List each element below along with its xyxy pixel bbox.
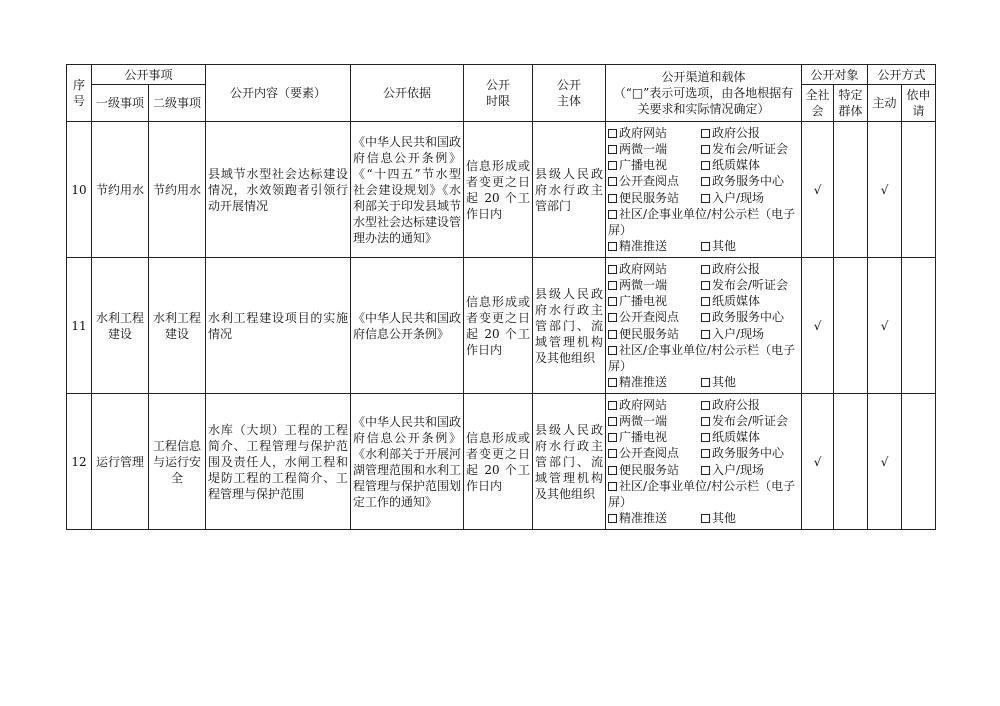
row-basis: 《中华人民共和国政府信息公开条例》《水利部关于开展河湖管理范围和水利工程管理与保护范围划定工作的通知》 <box>351 394 464 530</box>
checkbox-icon <box>608 194 617 203</box>
checkbox-icon <box>608 210 617 219</box>
checkbox-icon <box>608 433 617 442</box>
header-mode-request: 依申请 <box>902 85 936 122</box>
row-channels <box>606 394 802 530</box>
checkbox-icon <box>608 265 617 274</box>
channel-list <box>608 397 799 527</box>
header-level1: 一级事项 <box>92 85 149 122</box>
channel-list <box>608 125 799 255</box>
channel-option[interactable]: 政府公报 <box>701 397 799 413</box>
channel-option[interactable]: 社区/企事业单位/村公示栏（电子屏） <box>608 342 796 373</box>
checkbox-icon <box>608 281 617 290</box>
row-level2: 工程信息与运行安全 <box>149 394 206 530</box>
channel-option[interactable]: 社区/企事业单位/村公示栏（电子屏） <box>608 478 796 509</box>
channel-list <box>608 261 799 391</box>
checkbox-icon <box>608 129 617 138</box>
header-time-limit: 公开时限 <box>464 65 533 122</box>
row-time-limit: 信息形成或者变更之日起 20 个工作日内 <box>464 394 533 530</box>
header-content: 公开内容（要素） <box>206 65 351 122</box>
mode-active-check: √ <box>868 394 902 530</box>
row-channels <box>606 122 802 258</box>
mode-request-cell <box>902 122 936 258</box>
checkbox-icon <box>701 281 710 290</box>
checkbox-icon <box>701 161 710 170</box>
checkbox-icon <box>701 330 710 339</box>
checkbox-icon <box>701 265 710 274</box>
row-content: 县域节水型社会达标建设情况，水效领跑者引领行动开展情况 <box>206 122 351 258</box>
checkbox-icon <box>701 242 710 251</box>
row-level1: 节约用水 <box>92 122 149 258</box>
checkbox-icon <box>608 313 617 322</box>
row-basis: 《中华人民共和国政府信息公开条例》《“十四五”节水型社会建设规划》《水利部关于印发县域节水型社会达标建设管理办法的通知》 <box>351 122 464 258</box>
checkbox-icon <box>701 194 710 203</box>
channel-option[interactable]: 其他 <box>701 238 799 254</box>
checkbox-icon <box>608 145 617 154</box>
checkbox-icon <box>608 449 617 458</box>
header-channel-title: 公开渠道和载体 <box>661 70 746 84</box>
channel-option[interactable]: 政府公报 <box>701 261 799 277</box>
mode-active-check: √ <box>868 258 902 394</box>
channel-option[interactable]: 精准推送 <box>608 510 701 526</box>
channel-option[interactable]: 其他 <box>701 374 799 390</box>
channel-option[interactable]: 两微一端 <box>608 413 701 429</box>
channel-option[interactable]: 社区/企事业单位/村公示栏（电子屏） <box>608 206 796 237</box>
row-subject: 县级人民政府水行政主管部门、流域管理机构及其他组织 <box>533 394 606 530</box>
table-row <box>67 258 936 394</box>
channel-option[interactable]: 纸质媒体 <box>701 293 799 309</box>
channel-option[interactable]: 公开查阅点 <box>608 309 701 325</box>
channel-option[interactable]: 政府公报 <box>701 125 799 141</box>
row-subject: 县级人民政府水行政主管部门、流域管理机构及其他组织 <box>533 258 606 394</box>
checkbox-icon <box>608 482 617 491</box>
channel-option[interactable]: 政府网站 <box>608 125 701 141</box>
target-specific-cell <box>834 394 868 530</box>
channel-option[interactable]: 纸质媒体 <box>701 429 799 445</box>
checkbox-icon <box>701 449 710 458</box>
checkbox-icon <box>701 433 710 442</box>
channel-option[interactable]: 两微一端 <box>608 277 701 293</box>
header-row-1 <box>67 65 936 85</box>
channel-option[interactable]: 广播电视 <box>608 429 701 445</box>
row-time-limit: 信息形成或者变更之日起 20 个工作日内 <box>464 122 533 258</box>
header-basis: 公开依据 <box>351 65 464 122</box>
channel-option[interactable]: 广播电视 <box>608 293 701 309</box>
table-row <box>67 122 936 258</box>
checkbox-icon <box>701 401 710 410</box>
checkbox-icon <box>608 346 617 355</box>
row-basis: 《中华人民共和国政府信息公开条例》 <box>351 258 464 394</box>
row-level1: 水利工程建设 <box>92 258 149 394</box>
row-level2: 节约用水 <box>149 122 206 258</box>
header-target-group: 公开对象 <box>802 65 868 85</box>
checkbox-icon <box>608 297 617 306</box>
target-all-check: √ <box>802 394 834 530</box>
checkbox-icon <box>701 466 710 475</box>
channel-option[interactable]: 政务服务中心 <box>701 173 799 189</box>
checkbox-icon <box>701 378 710 387</box>
channel-option[interactable]: 政府网站 <box>608 261 701 277</box>
checkbox-icon <box>608 466 617 475</box>
checkbox-icon <box>608 330 617 339</box>
checkbox-icon <box>701 297 710 306</box>
channel-option[interactable]: 入户/现场 <box>701 190 799 206</box>
checkbox-icon <box>608 378 617 387</box>
channel-option[interactable]: 发布会/听证会 <box>701 413 799 429</box>
header-channel <box>606 65 802 122</box>
row-level2: 水利工程建设 <box>149 258 206 394</box>
channel-option[interactable]: 公开查阅点 <box>608 445 701 461</box>
channel-option[interactable]: 发布会/听证会 <box>701 277 799 293</box>
checkbox-icon <box>608 514 617 523</box>
table-row <box>67 394 936 530</box>
checkbox-icon <box>701 514 710 523</box>
row-seq: 10 <box>67 122 92 258</box>
row-channels <box>606 258 802 394</box>
channel-option[interactable]: 政府网站 <box>608 397 701 413</box>
checkbox-icon <box>608 401 617 410</box>
checkbox-icon <box>701 129 710 138</box>
channel-option[interactable]: 两微一端 <box>608 141 701 157</box>
channel-option[interactable]: 政务服务中心 <box>701 445 799 461</box>
header-mode-active: 主动 <box>868 85 902 122</box>
header-target-specific: 特定群体 <box>834 85 868 122</box>
channel-option[interactable]: 入户/现场 <box>701 462 799 478</box>
channel-option[interactable]: 广播电视 <box>608 157 701 173</box>
target-all-check: √ <box>802 122 834 258</box>
header-mode-group: 公开方式 <box>868 65 936 85</box>
checkbox-icon <box>608 417 617 426</box>
mode-request-cell <box>902 394 936 530</box>
channel-option[interactable]: 公开查阅点 <box>608 173 701 189</box>
row-level1: 运行管理 <box>92 394 149 530</box>
checkbox-icon <box>701 177 710 186</box>
header-target-all: 全社会 <box>802 85 834 122</box>
row-time-limit: 信息形成或者变更之日起 20 个工作日内 <box>464 258 533 394</box>
header-channel-note: （“□”表示可选项，由各地根据有关要求和实际情况确定） <box>613 86 794 116</box>
channel-option[interactable]: 政务服务中心 <box>701 309 799 325</box>
header-subject: 公开主体 <box>533 65 606 122</box>
checkbox-icon <box>701 313 710 322</box>
target-specific-cell <box>834 258 868 394</box>
channel-option[interactable]: 发布会/听证会 <box>701 141 799 157</box>
mode-request-cell <box>902 258 936 394</box>
header-item-group: 公开事项 <box>92 65 206 85</box>
channel-option[interactable]: 便民服务站 <box>608 190 701 206</box>
header-seq: 序号 <box>67 65 92 122</box>
channel-option[interactable]: 精准推送 <box>608 238 701 254</box>
checkbox-icon <box>701 145 710 154</box>
channel-option[interactable]: 纸质媒体 <box>701 157 799 173</box>
row-seq: 11 <box>67 258 92 394</box>
channel-option[interactable]: 便民服务站 <box>608 326 701 342</box>
header-level2: 二级事项 <box>149 85 206 122</box>
channel-option[interactable]: 便民服务站 <box>608 462 701 478</box>
checkbox-icon <box>608 177 617 186</box>
target-all-check: √ <box>802 258 834 394</box>
channel-option[interactable]: 其他 <box>701 510 799 526</box>
row-content: 水库（大坝）工程的工程简介、工程管理与保护范围及责任人，水闸工程和堤防工程的工程简介、工程管理与保护范围 <box>206 394 351 530</box>
channel-option[interactable]: 精准推送 <box>608 374 701 390</box>
channel-option[interactable]: 入户/现场 <box>701 326 799 342</box>
row-seq: 12 <box>67 394 92 530</box>
row-content: 水利工程建设项目的实施情况 <box>206 258 351 394</box>
checkbox-icon <box>608 242 617 251</box>
row-subject: 县级人民政府水行政主管部门 <box>533 122 606 258</box>
mode-active-check: √ <box>868 122 902 258</box>
disclosure-table <box>66 64 936 530</box>
checkbox-icon <box>701 417 710 426</box>
target-specific-cell <box>834 122 868 258</box>
checkbox-icon <box>608 161 617 170</box>
